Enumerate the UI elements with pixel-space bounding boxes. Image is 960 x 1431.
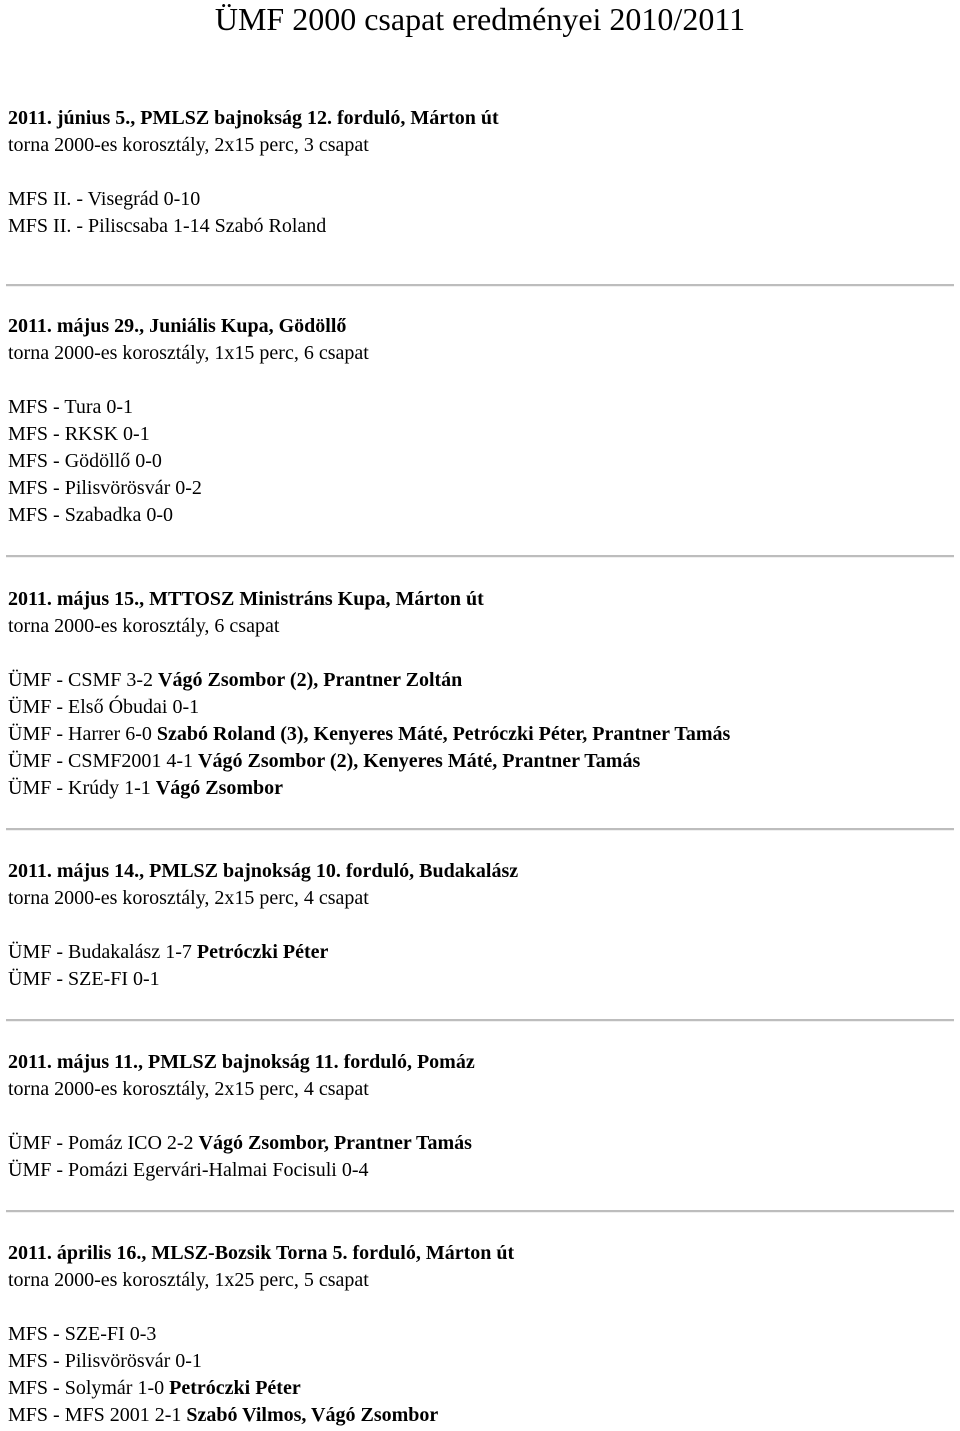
- match-result: ÜMF - Krúdy 1-1 Vágó Zsombor: [8, 777, 284, 799]
- section-divider: [6, 284, 954, 287]
- section-heading: 2011. május 15., MTTOSZ Ministráns Kupa, Márton út: [8, 588, 484, 610]
- match-result: MFS II. - Piliscsaba 1-14 Szabó Roland: [8, 215, 327, 237]
- section-april-16: [8, 1240, 952, 1429]
- section-heading: 2011. június 5., PMLSZ bajnokság 12. forduló, Márton út: [8, 107, 499, 129]
- match-result: MFS - Solymár 1-0 Petróczki Péter: [8, 1377, 301, 1399]
- section-subheading: torna 2000-es korosztály, 1x15 perc, 6 csapat: [8, 342, 369, 364]
- match-result: MFS - Pilisvörösvár 0-1: [8, 1350, 202, 1372]
- section-may-29: [8, 313, 952, 529]
- section-heading: 2011. május 14., PMLSZ bajnokság 10. forduló, Budakalász: [8, 860, 519, 882]
- section-heading: 2011. május 11., PMLSZ bajnokság 11. forduló, Pomáz: [8, 1051, 475, 1073]
- match-result: ÜMF - SZE-FI 0-1: [8, 968, 160, 990]
- section-heading: 2011. május 29., Juniális Kupa, Gödöllő: [8, 315, 347, 337]
- section-subheading: torna 2000-es korosztály, 2x15 perc, 4 csapat: [8, 887, 369, 909]
- section-subheading: torna 2000-es korosztály, 6 csapat: [8, 615, 280, 637]
- match-result: MFS - RKSK 0-1: [8, 423, 150, 445]
- page-title: ÜMF 2000 csapat eredményei 2010/2011: [214, 1, 746, 37]
- match-result: MFS - Szabadka 0-0: [8, 504, 173, 526]
- section-may-11: [8, 1049, 952, 1184]
- section-subheading: torna 2000-es korosztály, 2x15 perc, 4 csapat: [8, 1078, 369, 1100]
- match-result: MFS II. - Visegrád 0-10: [8, 188, 201, 210]
- section-divider: [6, 1019, 954, 1022]
- section-divider: [6, 828, 954, 831]
- section-may-15: [8, 586, 952, 802]
- section-may-14: [8, 858, 952, 993]
- section-subheading: torna 2000-es korosztály, 1x25 perc, 5 csapat: [8, 1269, 369, 1291]
- match-result: ÜMF - Első Óbudai 0-1: [8, 696, 200, 718]
- match-result: ÜMF - Pomázi Egervári-Halmai Focisuli 0-4: [8, 1159, 369, 1181]
- match-result: MFS - SZE-FI 0-3: [8, 1323, 157, 1345]
- section-subheading: torna 2000-es korosztály, 2x15 perc, 3 csapat: [8, 134, 369, 156]
- match-result: MFS - Tura 0-1: [8, 396, 134, 418]
- match-result: ÜMF - Budakalász 1-7 Petróczki Péter: [8, 941, 329, 963]
- section-divider: [6, 555, 954, 558]
- section-divider: [6, 1210, 954, 1213]
- match-result: MFS - Gödöllő 0-0: [8, 450, 162, 472]
- match-result: ÜMF - CSMF2001 4-1 Vágó Zsombor (2), Kenyeres Máté, Prantner Tamás: [8, 750, 641, 772]
- section-june-5: [8, 105, 952, 240]
- match-result: MFS - Pilisvörösvár 0-2: [8, 477, 202, 499]
- match-result: ÜMF - Harrer 6-0 Szabó Roland (3), Kenyeres Máté, Petróczki Péter, Prantner Tamás: [8, 723, 731, 745]
- match-result: MFS - MFS 2001 2-1 Szabó Vilmos, Vágó Zsombor: [8, 1404, 439, 1426]
- match-result: ÜMF - Pomáz ICO 2-2 Vágó Zsombor, Prantner Tamás: [8, 1132, 472, 1154]
- section-heading: 2011. április 16., MLSZ-Bozsik Torna 5. forduló, Márton út: [8, 1242, 515, 1264]
- match-result: ÜMF - CSMF 3-2 Vágó Zsombor (2), Prantner Zoltán: [8, 669, 463, 691]
